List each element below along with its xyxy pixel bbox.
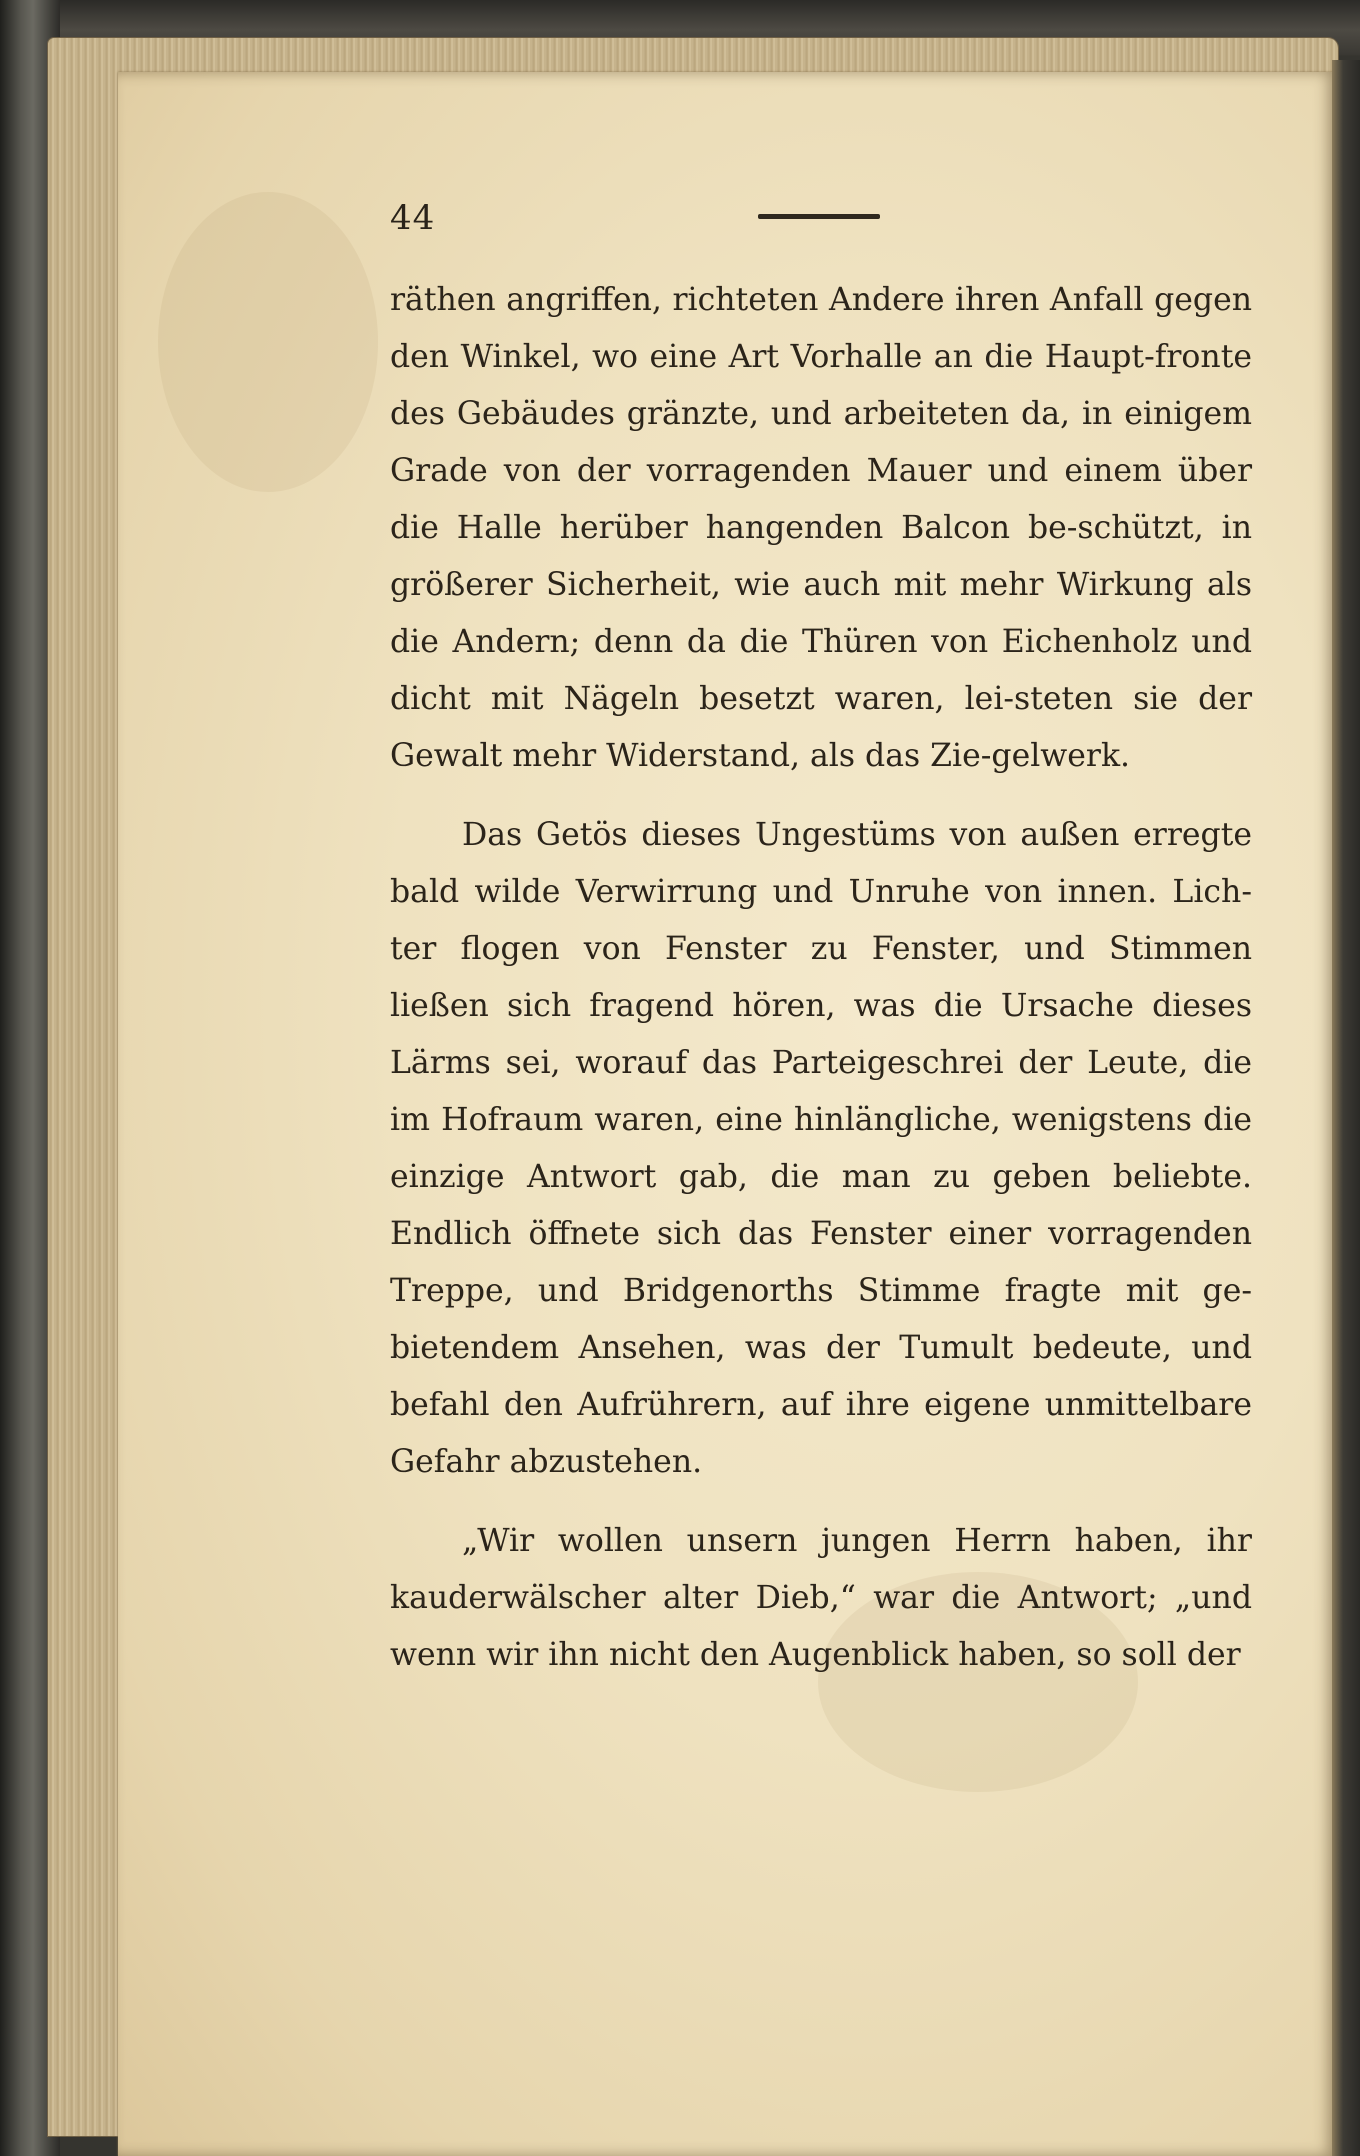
paper-stain <box>158 192 378 492</box>
paragraph: Das Getös dieses Ungestüms von außen erregte bald wilde Verwirrung und Unruhe von innen. Lich-ter flogen von Fenster zu Fenster, und Stimmen ließen sich fragend hören, was die Ursache dieses Lärms sei, worauf das Parteigeschrei der Leute, die im Hofraum waren, eine hinlängliche, wenigstens die einzige Antwort gab, die man zu geben beliebte. Endlich öffnete sich das Fenster einer vorragenden Treppe, und Bridgenorths Stimme fragte mit ge-bietendem Ansehen, was der Tumult bedeute, und befahl den Aufrührern, auf ihre eigene unmittelbare Gefahr abzustehen. <box>390 817 1252 1480</box>
page-header <box>390 198 1290 244</box>
body-text <box>390 272 1252 1706</box>
page-right-edge <box>1332 60 1360 2156</box>
paragraph: räthen angriffen, richteten Andere ihren Anfall gegen den Winkel, wo eine Art Vorhalle an die Haupt-fronte des Gebäudes gränzte, und arbeiteten da, in einigem Grade von der vorragenden Mauer und einem über die Halle herüber hangenden Balcon be-schützt, in größerer Sicherheit, wie auch mit mehr Wirkung als die Andern; denn da die Thüren von Eichenholz und dicht mit Nägeln besetzt waren, lei-steten sie der Gewalt mehr Widerstand, als das Zie-gelwerk. <box>390 282 1252 774</box>
page-number: 44 <box>390 198 436 238</box>
paragraph: „Wir wollen unsern jungen Herrn haben, ihr kauderwälscher alter Dieb,“ war die Antwort; „und wenn wir ihn nicht den Augenblick haben, so soll der <box>390 1523 1252 1673</box>
header-rule <box>758 214 880 219</box>
